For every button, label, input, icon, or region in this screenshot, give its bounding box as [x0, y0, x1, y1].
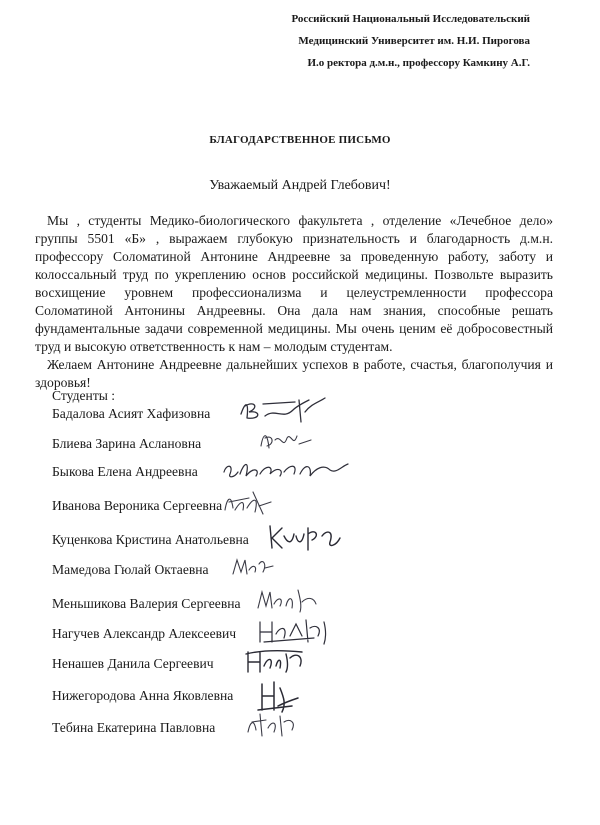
letter-title: БЛАГОДАРСТВЕННОЕ ПИСЬМО [209, 134, 391, 146]
student-row [52, 624, 372, 648]
signature-image [252, 676, 322, 710]
students-label: Студенты : [52, 388, 116, 403]
student-row [52, 496, 372, 520]
student-row [52, 654, 372, 678]
letter-body [35, 212, 553, 392]
signature-image [264, 520, 344, 554]
student-row [52, 718, 372, 742]
body-paragraph: Мы , студенты Медико-биологического факультета , отделение «Лечебное дело» группы 5501 «Б» , выражаем глубокую признательность и благодарность д.м.н. профессору Соломатиной Антонине Андреевне за проведенную работу, заботу и колоссальный труд по укреплению основ российской медицины. Позвольте выразить восхищение уровнем профессионализма и целеустремленности профессора Соломатиной Антонины Андреевны. Она дала нам знания, способные решать фундаментальные задачи современной медицины. Мы очень ценим её добросовестный труд и высокую ответственность к нам – молодым студентам. [35, 213, 553, 354]
signature-image [242, 708, 302, 742]
student-name: Тебина Екатерина Павловна [52, 720, 216, 735]
signature-image [220, 452, 360, 486]
signature-image [252, 584, 322, 618]
student-name: Быкова Елена Андреевна [52, 464, 198, 479]
student-row [52, 560, 372, 584]
addressee-line-3: И.о ректора д.м.н., профессору Камкину А.Г. [307, 57, 530, 69]
student-name: Куценкова Кристина Анатольевна [52, 532, 249, 547]
student-name: Нагучев Александр Алексеевич [52, 626, 237, 641]
body-paragraph: Желаем Антонине Андреевне дальнейших успехов в работе, счастья, благополучия и здоровья! [35, 357, 553, 390]
signature-image [227, 550, 277, 584]
student-row [52, 530, 372, 554]
student-row [52, 404, 372, 428]
signature-image [235, 394, 335, 428]
addressee-line-1: Российский Национальный Исследовательский [291, 13, 530, 25]
student-name: Ненашев Данила Сергеевич [52, 656, 214, 671]
student-name: Мамедова Гюлай Октаевна [52, 562, 209, 577]
student-name: Нижегородова Анна Яковлевна [52, 688, 234, 703]
addressee-block [230, 8, 530, 74]
student-row [52, 686, 372, 710]
signature-image [242, 644, 312, 678]
student-row [52, 462, 372, 486]
salutation: Уважаемый Андрей Глебович! [209, 178, 391, 193]
signature-image [219, 486, 279, 520]
student-name: Меньшикова Валерия Сергеевна [52, 596, 241, 611]
addressee-line-2: Медицинский Университет им. Н.И. Пирогова [298, 35, 530, 47]
signature-image [254, 614, 334, 648]
student-name: Блиева Зарина Аслановна [52, 436, 202, 451]
student-name: Иванова Вероника Сергеевна [52, 498, 223, 513]
student-name: Бадалова Асият Хафизовна [52, 406, 211, 421]
